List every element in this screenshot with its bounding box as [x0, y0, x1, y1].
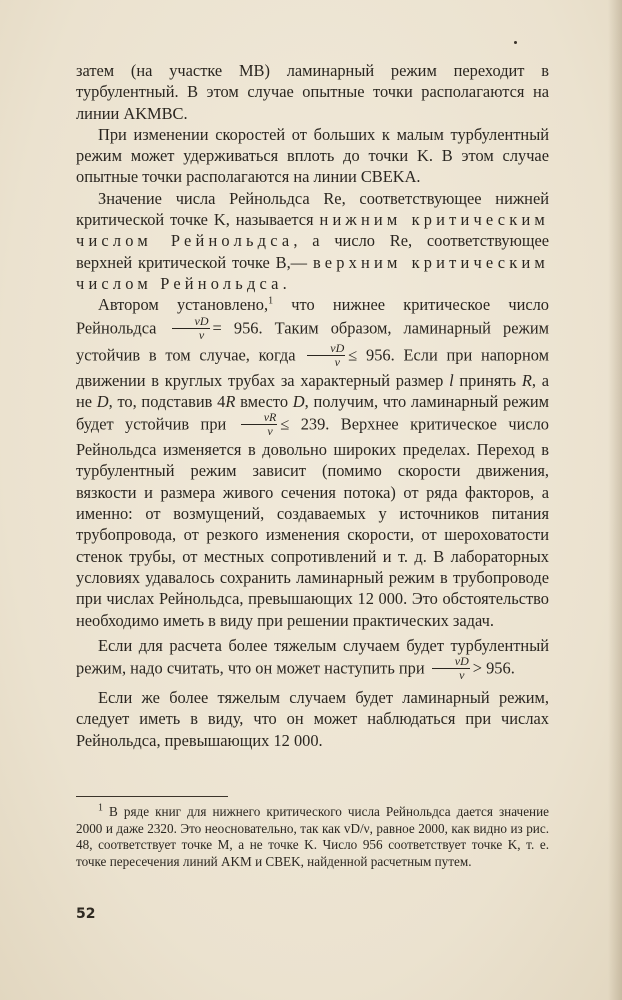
footnote-text: В ряде книг для нижнего критического числа Рейнольдса дается значение 2000 и даже 2320. Это неосновательно, так как vD/ν, равное 2000, как видно из рис. 48, соответствует точке M, а не точке K. Число 956 соответствует точке K, т. е. точке пересечения линий AKM и CBEK, найденной расчетным путем. [76, 804, 550, 869]
footnote-paragraph [76, 804, 549, 870]
symbol-l: l [449, 370, 454, 390]
p5-part-b: > 956. [472, 658, 515, 678]
p3-part-c: , а число Re, соответствующее верхней критической точке B,— [76, 231, 549, 272]
upper-critical-term: верхним критическим числом Рейнольдса [76, 252, 549, 293]
frac-numerator: vD [432, 655, 470, 669]
paragraph-6: Если же более тяжелым случаем будет ламинарный режим, следует иметь в виду, что он может наблюдаться при числах Рейнольдса, превышающих 12 000. [76, 688, 549, 750]
frac-denominator: ν [334, 354, 340, 369]
paragraph-1: затем (на участке MB) ламинарный режим переходит в турбулентный. В этом случае опытные точки располагаются на линии AKMBC. [76, 61, 549, 123]
p5-part-a: Если для расчета более тяжелым случаем будет турбулентный режим, надо считать, что он может наступить при [76, 635, 549, 678]
frac-numerator: vD [172, 315, 210, 329]
footnote-ref: 1 [268, 295, 274, 307]
fraction-vd-nu-1 [172, 315, 210, 342]
p4-part-j: ≤ 239. Верхнее критическое число Рейнольдса изменяется в довольно широких пределах. Переход в турбулентный режим зависит (помимо скорости движения, вязкости и размера живого сечения потока) от ряда факторов, а именно: от возмущений, создаваемых у источников питания трубопровода, от резкого изменения скорости, от шероховатости стенок трубы, от местных сопротивлений и т. д. В лабораторных условиях удавалось сохранить ламинарный режим в трубопроводе при числах Рейнольдса, превышающих 12 000. Это обстоятельство необходимо иметь в виду при решении практических задач. [76, 414, 549, 630]
page-edge-shadow [608, 0, 622, 1000]
p4-part-d: ≤ 956. Если при напорном движении в круглых трубах за характерный размер [76, 344, 549, 390]
symbol-R: R [521, 370, 532, 390]
symbol-D-2: D [292, 391, 305, 411]
paragraph-3: Значение числа Рейнольдса Re, соответствующее нижней критической точке K, называется нижним критическим числом Рейнольдса, а число Re, соответствующее верхней критической точке B,— верхним критическим числом Рейнольдса. [76, 188, 549, 293]
p4-part-g: , то, подставив 4 [108, 391, 226, 411]
frac-denominator: ν [267, 424, 273, 439]
footnote-mark: 1 [98, 802, 103, 814]
p4-part-e: принять [459, 370, 517, 390]
footnote-rule [76, 796, 228, 797]
paragraph-2: При изменении скоростей от больших к малым турбулентный режим может удерживаться вплоть до точки K. В этом случае опытные точки располагаются на линии CBEKA. [76, 124, 549, 187]
p4-part-c: = 956. Таким образом, ламинарный режим устойчив в том случае, когда [76, 317, 549, 364]
p4-part-h: вместо [240, 391, 289, 411]
p4-part-b: что нижнее критическое число Рейнольдса [76, 295, 549, 337]
paragraph-5 [76, 635, 549, 683]
paragraph-4 [76, 294, 549, 631]
p4-part-i: , получим, что ламинарный режим будет устойчив при [76, 391, 549, 434]
lower-critical-term: нижним критическим числом Рейнольдса [76, 210, 549, 251]
p4-part-f: , а не [76, 370, 549, 411]
frac-denominator: ν [459, 668, 465, 683]
footnote [76, 804, 549, 870]
p3-part-a: Значение числа Рейнольдса Re, соответствующее нижней критической точке K, называется [76, 188, 549, 230]
page-number: 52 [76, 906, 96, 922]
main-text [76, 60, 549, 751]
p4-part-a: Автором установлено, [98, 295, 269, 315]
frac-numerator: vR [241, 411, 278, 425]
frac-denominator: ν [198, 327, 205, 342]
print-speck [514, 41, 517, 44]
frac-numerator: vD [307, 342, 345, 356]
fraction-vd-nu-2 [307, 342, 345, 369]
fraction-vr-nu [241, 411, 278, 438]
fraction-vd-nu-3 [432, 655, 470, 682]
symbol-D: D [96, 391, 109, 411]
symbol-R-2: R [225, 391, 236, 411]
